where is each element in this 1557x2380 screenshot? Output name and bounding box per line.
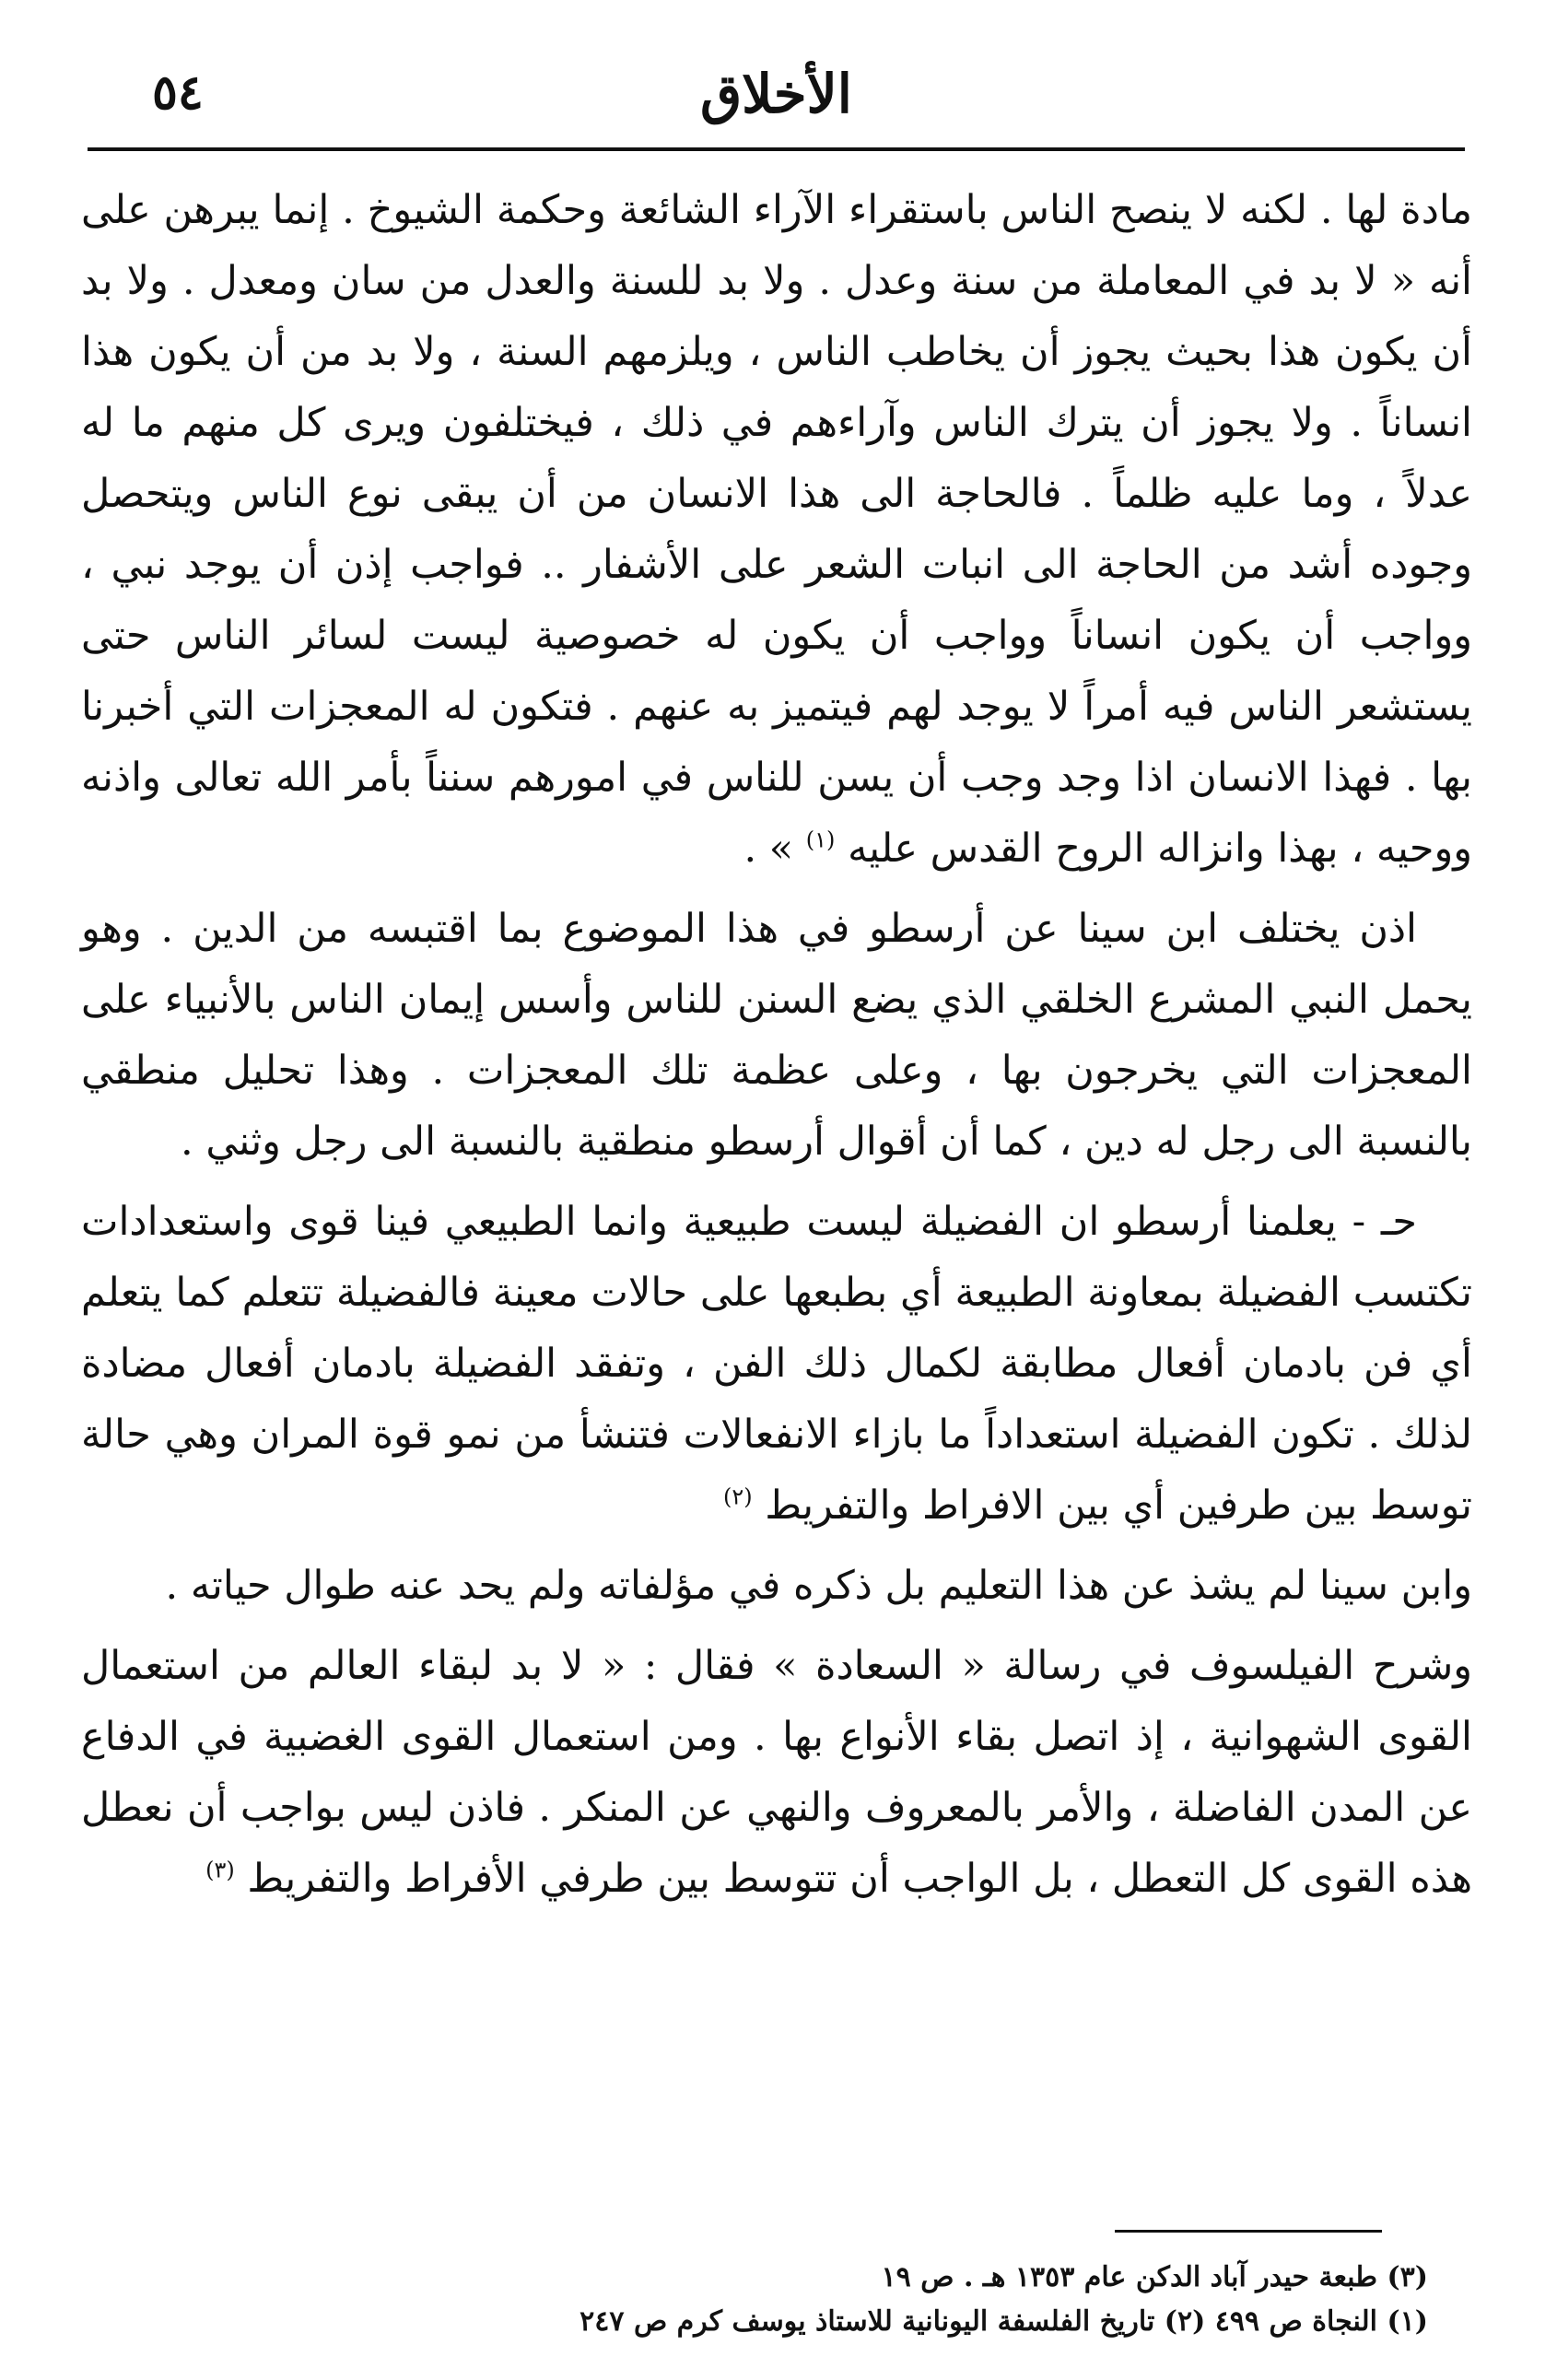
paragraph-text: وشرح الفيلسوف في رسالة « السعادة » فقال : « لا بد لبقاء العالم من استعمال القوى الشهوانية ، إذ اتصل بقاء الأنواع بها . ومن استعمال القوى الغضبية في الدفاع عن المدن الفاضلة ، والأمر بالمعروف والنهي عن المنكر . فاذن ليس بواجب أن نعطل هذه القوى كل التعطل ، بل الواجب أن تتوسط بين طرفي الأفراط والتفريط	[81, 1643, 1472, 1902]
footnote-rule	[1115, 2230, 1382, 2233]
running-head: الأخلاق	[700, 63, 852, 125]
footnotes	[276, 2256, 1428, 2344]
paragraph-text: وابن سينا لم يشذ عن هذا التعليم بل ذكره في مؤلفاته ولم يحد عنه طوال حياته .	[165, 1563, 1472, 1609]
page-header	[88, 55, 1465, 143]
paragraph-text: اذن يختلف ابن سينا عن أرسطو في هذا الموضوع بما اقتبسه من الدين . وهو يحمل النبي المشرع الخلقي الذي يضع السنن للناس وأسس إيمان الناس بالأنبياء على المعجزات التي يخرجون بها ، وعلى عظمة تلك المعجزات . وهذا تحليل منطقي بالنسبة الى رجل له دين ، كما أن أقوال أرسطو منطقية بالنسبة الى رجل وثني .	[81, 906, 1472, 1165]
footnote-line: (٣) طبعة حيدر آباد الدكن عام ١٣٥٣ هـ . ص ١٩	[881, 2261, 1428, 2293]
footnote-ref-2: (٢)	[722, 1483, 753, 1510]
paragraph-virtue	[81, 1187, 1472, 1542]
paragraph-text: حـ - يعلمنا أرسطو ان الفضيلة ليست طبيعية وانما الطبيعي فينا قوى واستعدادات تكتسب الفضيلة بمعاونة الطبيعة أي بطبعها على حالات معينة فالفضيلة تتعلم كما يتعلم أي فن بادمان أفعال مطابقة لكمال ذلك الفن ، وتفقد الفضيلة بادمان أفعال مضادة لذلك . تكون الفضيلة استعداداً ما بازاء الانفعالات فتنشأ من نمو قوة المران وهي حالة توسط بين طرفين أي بين الافراط والتفريط	[81, 1199, 1472, 1529]
paragraph-comparison	[81, 894, 1472, 1178]
paragraph-happiness	[81, 1631, 1472, 1915]
header-rule	[88, 147, 1465, 151]
paragraph-text: مادة لها . لكنه لا ينصح الناس باستقراء الآراء الشائعة وحكمة الشيوخ . إنما يبرهن على أنه « لا بد في المعاملة من سنة وعدل . ولا بد للسنة والعدل من سان ومعدل . ولا بد أن يكون هذا بحيث يجوز أن يخاطب الناس ، ويلزمهم السنة ، ولا بد من أن يكون هذا انساناً . ولا يجوز أن يترك الناس وآراءهم في ذلك ، فيختلفون ويرى كل منهم ما له عدلاً ، وما عليه ظلماً . فالحاجة الى هذا الانسان من أن يبقى نوع الناس ويتحصل وجوده أشد من الحاجة الى انبات الشعر على الأشفار .. فواجب إذن أن يوجد نبي ، وواجب أن يكون انساناً وواجب أن يكون له خصوصية ليست لسائر الناس حتى يستشعر الناس فيه أمراً لا يوجد لهم فيتميز به عنهم . فتكون له المعجزات التي أخبرنا بها . فهذا الانسان اذا وجد وجب أن يسن للناس في امورهم سنناً بأمر الله تعالى واذنه ووحيه ، بهذا وانزاله الروح القدس عليه	[81, 187, 1472, 872]
footnote-ref-1: (١)	[805, 827, 836, 853]
paragraph-avicenna	[81, 1551, 1472, 1622]
footnote-ref-3: (٣)	[205, 1857, 235, 1883]
paragraph-quote-prophecy	[81, 175, 1472, 885]
page-body	[81, 175, 1472, 1915]
quote-close: » .	[743, 826, 794, 872]
page-number: ٥٤	[152, 64, 204, 121]
footnote-line: (١) النجاة ص ٤٩٩ (٢) تاريخ الفلسفة اليونانية للاستاذ يوسف كرم ص ٢٤٧	[579, 2305, 1428, 2338]
